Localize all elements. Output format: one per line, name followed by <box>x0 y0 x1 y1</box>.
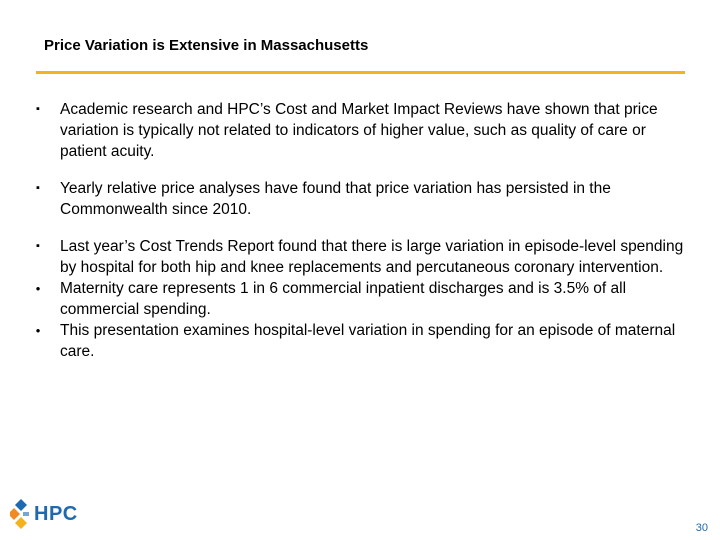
bullet-item <box>32 320 692 362</box>
bullet-list <box>32 99 692 362</box>
title-underline <box>36 71 685 74</box>
bullet-text: Yearly relative price analyses have found that price variation has persisted in the Commonwealth since 2010. <box>60 180 611 218</box>
bullet-item <box>32 236 692 278</box>
bullet-text: Maternity care represents 1 in 6 commercial inpatient discharges and is 3.5% of all commercial spending. <box>60 280 627 318</box>
bullet-item <box>32 178 692 220</box>
dot-bullet-icon: • <box>35 323 41 338</box>
bullet-item <box>32 99 692 162</box>
slide-title: Price Variation is Extensive in Massachusetts <box>44 37 369 54</box>
bullet-text: This presentation examines hospital-level variation in spending for an episode of maternal care. <box>60 322 676 360</box>
square-bullet-icon: ▪ <box>36 182 40 194</box>
logo-text: HPC <box>34 502 78 525</box>
square-bullet-icon: ▪ <box>36 103 40 115</box>
hpc-logo-icon <box>10 498 32 530</box>
dot-bullet-icon: • <box>35 281 41 296</box>
square-bullet-icon: ▪ <box>36 240 40 252</box>
page-number: 30 <box>695 522 708 534</box>
hpc-logo <box>10 497 78 531</box>
bullet-text: Last year’s Cost Trends Report found that there is large variation in episode-level spending by hospital for both hip and knee replacements and percutaneous coronary intervention. <box>60 238 684 276</box>
bullet-item <box>32 278 692 320</box>
bullet-text: Academic research and HPC’s Cost and Market Impact Reviews have shown that price variation is typically not related to indicators of higher value, such as quality of care or patient acuity. <box>60 101 658 160</box>
